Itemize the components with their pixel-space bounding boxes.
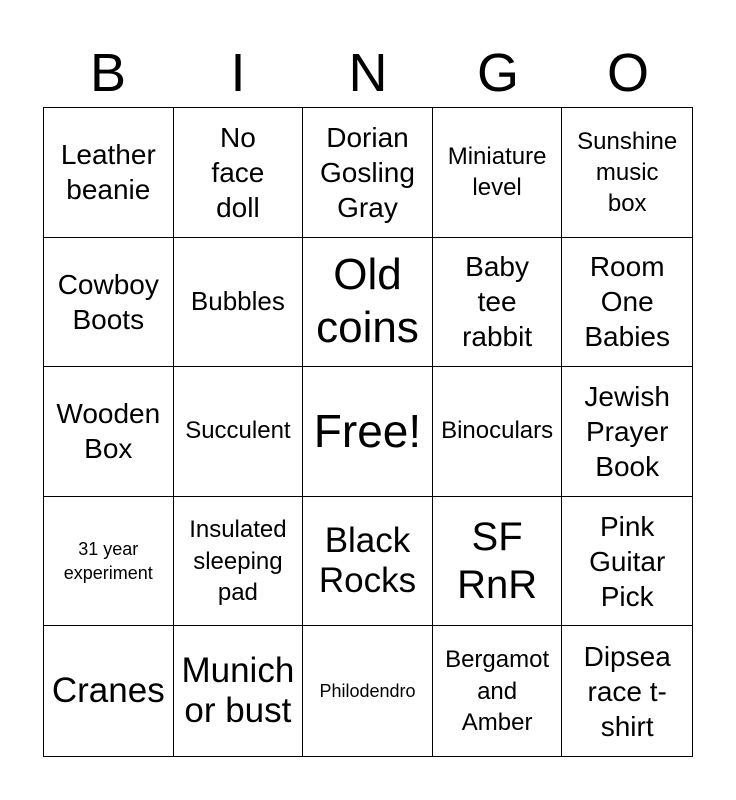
bingo-cell[interactable]: Pink Guitar Pick xyxy=(562,497,692,627)
bingo-free-space[interactable]: Free! xyxy=(303,367,433,497)
bingo-cell[interactable]: 31 year experiment xyxy=(44,497,174,627)
header-letter-n: N xyxy=(348,43,388,103)
bingo-cell[interactable]: Bergamot and Amber xyxy=(433,626,563,756)
header-letter-g: G xyxy=(476,43,519,103)
bingo-cell[interactable]: SF RnR xyxy=(433,497,563,627)
header-letter-i: I xyxy=(230,43,246,103)
bingo-cell[interactable]: Succulent xyxy=(174,367,304,497)
bingo-board xyxy=(43,107,693,757)
bingo-cell[interactable]: Insulated sleeping pad xyxy=(174,497,304,627)
bingo-cell[interactable]: Munich or bust xyxy=(174,626,304,756)
bingo-cell[interactable]: Wooden Box xyxy=(44,367,174,497)
bingo-cell[interactable]: Baby tee rabbit xyxy=(433,238,563,368)
bingo-header xyxy=(43,40,693,106)
bingo-cell[interactable]: Black Rocks xyxy=(303,497,433,627)
bingo-cell[interactable]: Philodendro xyxy=(303,626,433,756)
bingo-cell[interactable]: Miniature level xyxy=(433,108,563,238)
bingo-cell[interactable]: Binoculars xyxy=(433,367,563,497)
bingo-cell[interactable]: Cowboy Boots xyxy=(44,238,174,368)
bingo-cell[interactable]: Cranes xyxy=(44,626,174,756)
bingo-cell[interactable]: Bubbles xyxy=(174,238,304,368)
bingo-cell[interactable]: Dorian Gosling Gray xyxy=(303,108,433,238)
bingo-cell[interactable]: Sunshine music box xyxy=(562,108,692,238)
bingo-cell[interactable]: Room One Babies xyxy=(562,238,692,368)
bingo-cell[interactable]: No face doll xyxy=(174,108,304,238)
bingo-cell[interactable]: Leather beanie xyxy=(44,108,174,238)
header-letter-b: B xyxy=(89,43,127,103)
bingo-cell[interactable]: Jewish Prayer Book xyxy=(562,367,692,497)
header-letter-o: O xyxy=(606,43,649,103)
bingo-cell[interactable]: Old coins xyxy=(303,238,433,368)
bingo-cell[interactable]: Dipsea race t- shirt xyxy=(583,640,671,742)
